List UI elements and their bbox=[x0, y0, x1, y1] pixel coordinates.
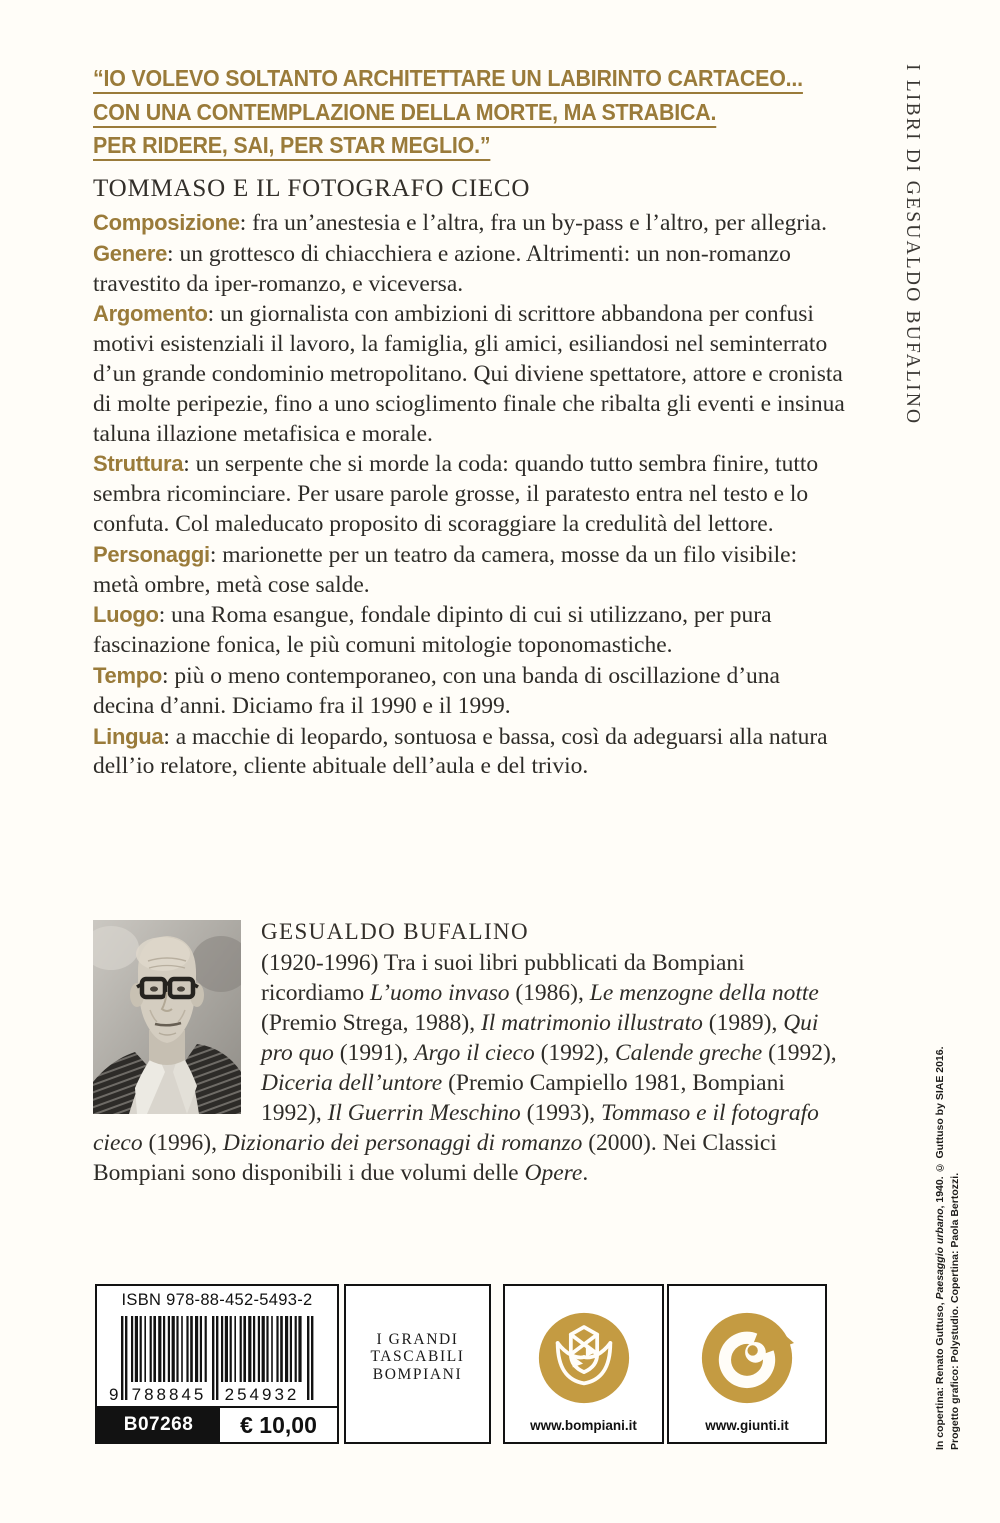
price-label: € 10,00 bbox=[240, 1411, 317, 1438]
section-colon: : bbox=[158, 602, 172, 629]
section-keyword: Tempo bbox=[93, 662, 162, 688]
text-segment: (1986), bbox=[509, 980, 590, 1006]
author-photo bbox=[93, 920, 241, 1114]
section-text: una Roma esangue, fondale dipinto di cui si utilizzano, per pura fascinazione fonica, le più comuni mitologie toponomastiche. bbox=[93, 602, 772, 659]
series-name-line: I GRANDI bbox=[376, 1330, 459, 1348]
text-segment: (Premio Strega, 1988), bbox=[261, 1010, 481, 1036]
italic-title-text: Diceria dell’untore bbox=[261, 1070, 443, 1096]
section-colon: : bbox=[167, 240, 180, 267]
quote-line: “IO VOLEVO SOLTANTO ARCHITETTARE UN LABIRINTO CARTACEO... bbox=[93, 65, 803, 91]
section-text: fra un’anestesia e l’altra, fra un by-pass e l’altro, per allegria. bbox=[252, 210, 827, 236]
italic-title-text: Dizionario dei personaggi di romanzo bbox=[222, 1130, 583, 1156]
barcode-digits: 254932 bbox=[224, 1385, 300, 1404]
section-text: a macchie di leopardo, sontuosa e bassa, così da adeguarsi alla natura dell’io relatore, cliente abituale dell’aula e del trivio. bbox=[93, 723, 828, 780]
text-segment: (1991), bbox=[333, 1040, 415, 1066]
giunti-url: www.giunti.it bbox=[705, 1418, 789, 1433]
section-genere bbox=[93, 239, 845, 300]
credits-line-design: Progetto grafico: Polystudio. Copertina: Paola Bertozzi. bbox=[949, 1172, 961, 1450]
section-keyword: Struttura bbox=[93, 451, 184, 477]
credits-line-cover bbox=[933, 1022, 948, 1450]
section-keyword: Genere bbox=[93, 240, 168, 266]
barcode-image bbox=[109, 1312, 325, 1408]
text-segment: (1996), bbox=[142, 1130, 223, 1156]
barcode-digits: 9 bbox=[109, 1385, 122, 1404]
text-segment: (1993), bbox=[520, 1100, 602, 1126]
section-colon: : bbox=[183, 451, 196, 478]
italic-title-text: L’uomo invaso bbox=[369, 980, 510, 1006]
giunti-logo-icon bbox=[700, 1311, 794, 1405]
italic-title-text: Il matrimonio illustrato bbox=[480, 1010, 703, 1036]
author-bio-block bbox=[93, 916, 845, 1188]
italic-title-text: Il Guerrin Meschino bbox=[327, 1100, 521, 1126]
sections-list bbox=[93, 208, 845, 782]
section-text: un grottesco di chiacchiera e azione. Altrimenti: un non-romanzo travestito da iper-romanzo, e viceversa. bbox=[93, 240, 791, 297]
section-colon: : bbox=[207, 301, 221, 328]
italic-title-text: Tommaso e il fotografo cieco bbox=[93, 1100, 819, 1156]
section-keyword: Argomento bbox=[93, 301, 208, 327]
isbn-label: ISBN 978-88-452-5493-2 bbox=[121, 1291, 313, 1309]
section-composizione bbox=[93, 208, 845, 239]
section-keyword: Composizione bbox=[93, 210, 240, 235]
section-argomento bbox=[93, 299, 845, 449]
section-colon: : bbox=[209, 541, 223, 568]
text-segment: (1920-1996) Tra i suoi libri pubblicati da Bompiani ricordiamo bbox=[261, 950, 745, 1006]
section-colon: : bbox=[239, 210, 253, 236]
section-struttura bbox=[93, 449, 845, 539]
author-name: GESUALDO BUFALINO bbox=[261, 919, 530, 944]
barcode-digits: 788845 bbox=[131, 1385, 207, 1404]
italic-title-text: Opere bbox=[524, 1160, 583, 1186]
section-personaggi bbox=[93, 540, 845, 601]
italic-title-text: Argo il cieco bbox=[414, 1040, 535, 1066]
section-text: marionette per un teatro da camera, mosse da un filo visibile: metà ombre, metà cose salde. bbox=[93, 541, 798, 598]
italic-title-text: Paesaggio urbano bbox=[934, 1208, 946, 1300]
cover-quote bbox=[93, 62, 803, 163]
giunti-logo-box bbox=[667, 1284, 827, 1444]
italic-title-text: Qui pro quo bbox=[261, 1010, 819, 1066]
section-text: un serpente che si morde la coda: quando tutto sembra finire, tutto sembra ricominciare. Per usare parole grosse, il paratesto entra nel testo e lo confuta. Col maleducato proposito di scoraggiare la credulità del lettore. bbox=[93, 451, 819, 537]
section-text: un giornalista con ambizioni di scrittore abbandona per confusi motivi esistenziali il lavoro, la famiglia, gli amici, esiliandosi nel seminterrato d’un grande condominio metropolitano. Qui diviene spettatore, attore e cronista di molte peripezie, fino a uno scioglimento finale che ribalta gli eventi e insinua taluna illazione metafisica e morale. bbox=[93, 301, 845, 447]
series-name-line: BOMPIANI bbox=[372, 1365, 463, 1383]
italic-title-text: Le menzogne della notte bbox=[589, 980, 819, 1006]
text-segment: , 1940. © Guttuso by SIAE 2016. bbox=[934, 1046, 946, 1209]
quote-line: PER RIDERE, SAI, PER STAR MEGLIO.” bbox=[93, 132, 491, 158]
text-segment: (1992), bbox=[762, 1040, 837, 1066]
product-code-badge: B07268 bbox=[97, 1408, 220, 1442]
spine-vertical-title: I LIBRI DI GESUALDO BUFALINO bbox=[902, 64, 923, 426]
section-luogo bbox=[93, 600, 845, 661]
section-text: più o meno contemporaneo, con una banda di oscillazione d’una decina d’anni. Diciamo fra il 1990 e il 1999. bbox=[93, 662, 780, 719]
series-name-line: TASCABILI bbox=[370, 1348, 465, 1366]
price-row bbox=[95, 1406, 339, 1444]
author-portrait-image bbox=[93, 920, 241, 1114]
text-segment: (1989), bbox=[702, 1010, 784, 1036]
book-description bbox=[93, 174, 845, 782]
bompiani-logo-box bbox=[503, 1284, 664, 1444]
text-segment: . bbox=[582, 1160, 589, 1186]
section-keyword: Personaggi bbox=[93, 541, 210, 567]
text-segment: (1992), bbox=[534, 1040, 615, 1066]
bompiani-logo-icon bbox=[537, 1311, 631, 1405]
section-colon: : bbox=[161, 662, 175, 689]
text-segment: In copertina: Renato Guttuso, bbox=[934, 1299, 946, 1450]
page-title: TOMMASO E IL FOTOGRAFO CIECO bbox=[93, 175, 531, 202]
bompiani-url: www.bompiani.it bbox=[530, 1418, 637, 1433]
text-segment: (Premio Campiello 1981, Bompiani 1992), bbox=[261, 1070, 785, 1126]
section-keyword: Lingua bbox=[93, 723, 164, 749]
section-colon: : bbox=[163, 723, 176, 750]
section-keyword: Luogo bbox=[93, 602, 159, 628]
series-box bbox=[344, 1284, 491, 1444]
quote-line: CON UNA CONTEMPLAZIONE DELLA MORTE, MA STRABICA. bbox=[93, 98, 717, 125]
section-lingua bbox=[93, 722, 845, 783]
text-segment: (2000). Nei Classici Bompiani sono disponibili i due volumi delle bbox=[93, 1130, 777, 1186]
credits-vertical-text bbox=[933, 1022, 963, 1450]
section-tempo bbox=[93, 661, 845, 722]
barcode-box bbox=[95, 1284, 339, 1444]
italic-title-text: Calende greche bbox=[614, 1040, 763, 1066]
